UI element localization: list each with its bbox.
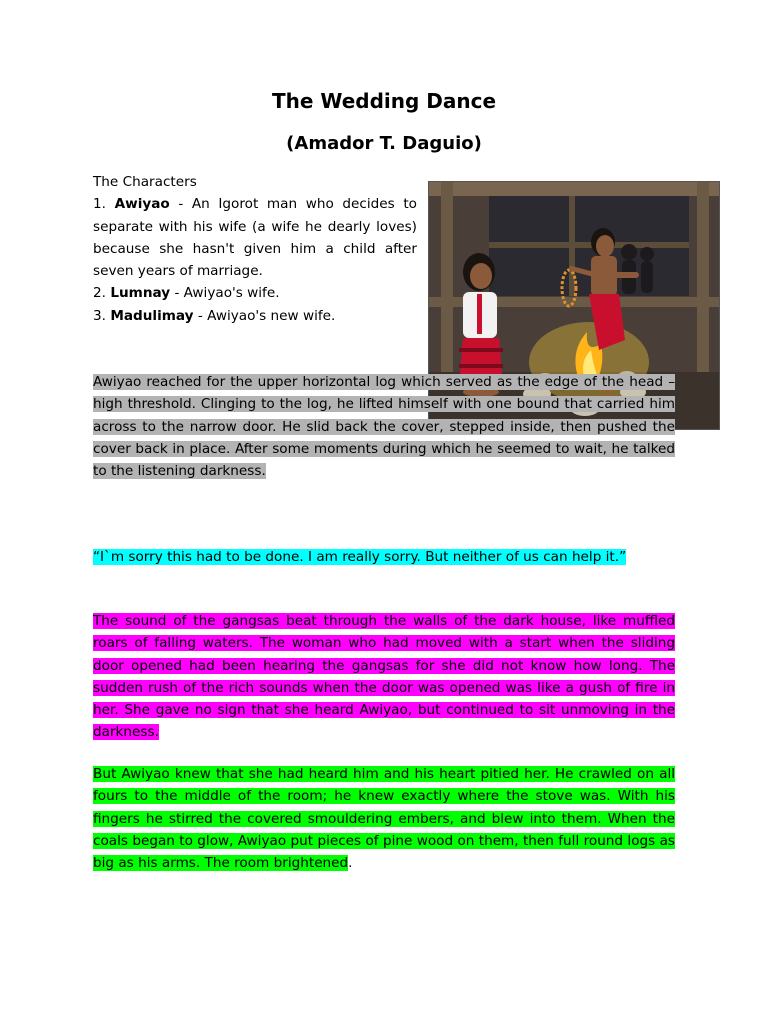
page-title: The Wedding Dance bbox=[271, 89, 497, 113]
character-item-madulimay: 3. Madulimay - Awiyao's new wife. bbox=[93, 307, 336, 324]
character-item-lumnay: 2. Lumnay - Awiyao's wife. bbox=[93, 285, 280, 302]
paragraph-end-punctuation: . bbox=[348, 855, 353, 872]
character-name: Awiyao bbox=[114, 196, 170, 213]
highlighted-text: The sound of the gangsas beat through the walls of the dark house, like muffled roars of falling waters. The woman who had moved with a start when the sliding door opened had been hearing the gangsas for she did not know how long. The sudden rush of the rich sounds when the door was opened was like a gush of fire in her. She gave no sign that she heard Awiyao, but continued to sit unmoving in the darkness. bbox=[93, 613, 675, 741]
character-name: Lumnay bbox=[110, 285, 171, 302]
story-paragraph bbox=[93, 610, 675, 744]
story-paragraph bbox=[93, 371, 675, 482]
dialogue-paragraph bbox=[93, 546, 675, 568]
characters-section bbox=[93, 171, 417, 327]
character-item-awiyao: 1. Awiyao - An Igorot man who decides to separate with his wife (a wife he dearly loves) because she hasn't given him a child after seven years of marriage. bbox=[93, 196, 417, 280]
character-name: Madulimay bbox=[110, 307, 194, 324]
characters-heading: The Characters bbox=[93, 174, 197, 190]
highlighted-text: Awiyao reached for the upper horizontal log which served as the edge of the head – high threshold. Clinging to the log, he lifted himself with one bound that carried him across to the narrow door. He slid back the cover, stepped inside, then pushed the cover back in place. After some moments during which he seemed to wait, he talked to the listening darkness. bbox=[93, 374, 675, 480]
author-subtitle: (Amador T. Daguio) bbox=[286, 133, 482, 154]
highlighted-text: “I`m sorry this had to be done. I am really sorry. But neither of us can help it.” bbox=[93, 549, 627, 565]
story-paragraph bbox=[93, 763, 675, 874]
highlighted-text: But Awiyao knew that she had heard him and his heart pitied her. He crawled on all fours to the middle of the room; he knew exactly where the stove was. With his fingers he stirred the covered smouldering embers, and blew into them. When the coals began to glow, Awiyao put pieces of pine wood on them, then full round logs as big as his arms. The room brightened bbox=[93, 766, 675, 872]
